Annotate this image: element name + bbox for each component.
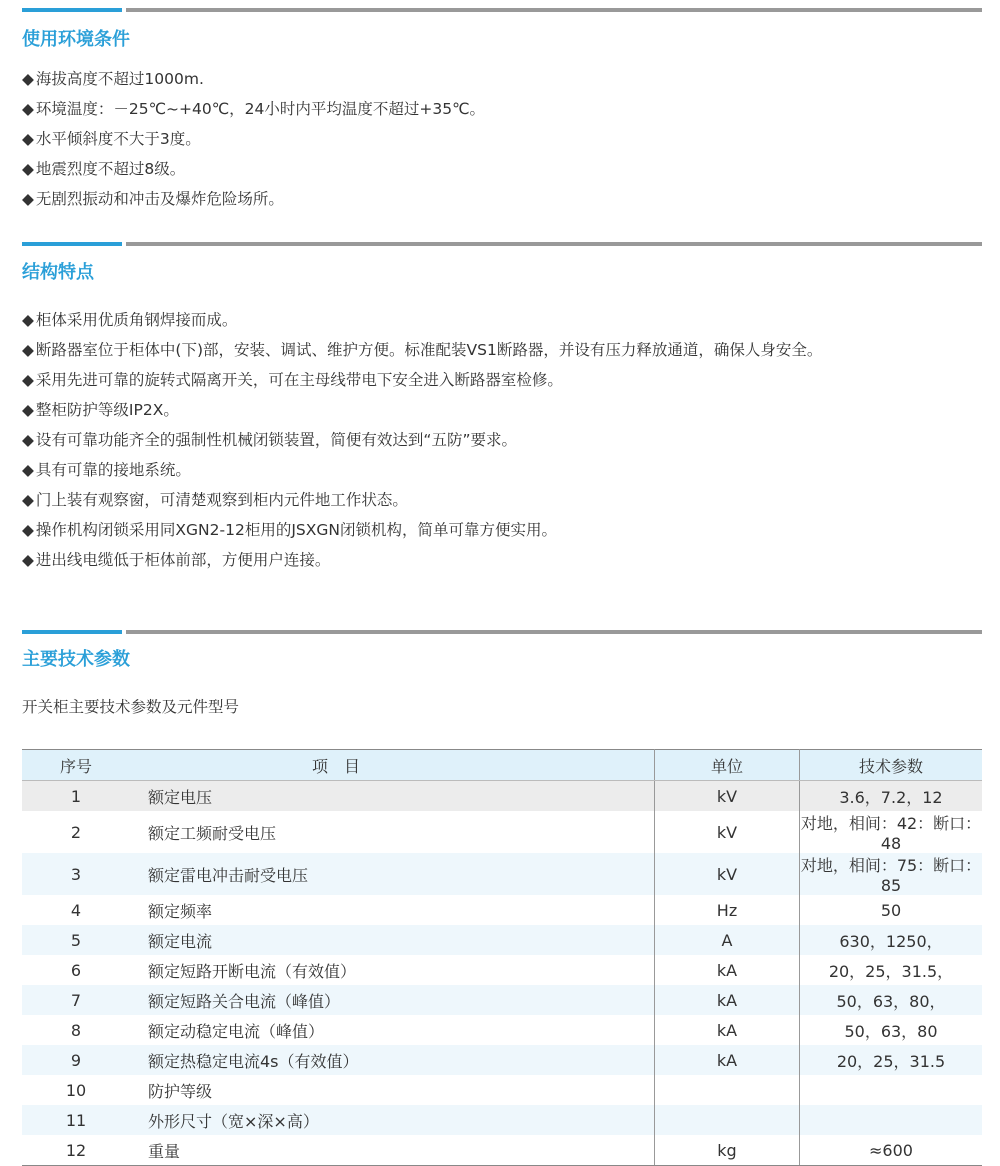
section-rule <box>126 8 982 12</box>
cell-item: 外形尺寸（宽×深×高） <box>130 1105 655 1135</box>
list-item: ◆ 柜体采用优质角钢焊接而成。 <box>22 311 238 329</box>
section-title-environment: 使用环境条件 <box>22 29 130 50</box>
cell-unit: kV <box>655 853 800 895</box>
table-row <box>22 1045 982 1075</box>
section-rule <box>126 630 982 634</box>
table-row <box>22 853 982 895</box>
cell-item: 额定动稳定电流（峰值） <box>148 1021 325 1041</box>
list-item: ◆ 断路器室位于柜体中(下)部，安装、调试、维护方便。标准配装VS1断路器，并设有压力释放通道，确保人身安全。 <box>22 341 823 359</box>
cell-item: 额定电流 <box>130 925 655 955</box>
cell-item: 额定电压 <box>130 781 655 812</box>
section-rule-accent <box>22 242 122 246</box>
cell-unit: kA <box>655 985 800 1015</box>
cell-unit <box>655 1105 800 1135</box>
list-item: ◆ 地震烈度不超过8级。 <box>22 160 186 178</box>
cell-value: 3.6，7.2，12 <box>800 781 983 812</box>
list-item: ◆ 环境温度：－25℃~+40℃，24小时内平均温度不超过+35℃。 <box>22 100 485 118</box>
cell-item: 防护等级 <box>148 1081 213 1101</box>
cell-no: 1 <box>22 781 130 812</box>
header-unit: 单位 <box>655 750 800 781</box>
table-row <box>22 925 982 955</box>
list-item: ◆ 进出线电缆低于柜体前部，方便用户连接。 <box>22 551 331 569</box>
cell-item: 额定热稳定电流4s（有效值） <box>130 1045 655 1075</box>
cell-unit: kg <box>655 1135 800 1166</box>
list-item: ◆ 水平倾斜度不大于3度。 <box>22 130 201 148</box>
table-row <box>22 1135 982 1166</box>
cell-value: 对地，相间：42：断口：48 <box>800 811 983 853</box>
cell-unit: Hz <box>655 895 800 925</box>
environment-list <box>22 64 485 214</box>
cell-value: 50，63，80 <box>800 1015 983 1045</box>
cell-unit: kV <box>655 811 800 853</box>
diamond-bullet-icon: ◆ <box>22 431 34 449</box>
diamond-bullet-icon: ◆ <box>22 521 34 539</box>
cell-item: 额定短路关合电流（峰值） <box>130 985 655 1015</box>
diamond-bullet-icon: ◆ <box>22 341 34 359</box>
list-item: ◆ 设有可靠功能齐全的强制性机械闭锁装置，简便有效达到“五防”要求。 <box>22 431 517 449</box>
spec-table <box>22 749 982 1166</box>
table-header-row <box>22 750 982 781</box>
table-row <box>22 1075 982 1105</box>
diamond-bullet-icon: ◆ <box>22 311 34 329</box>
diamond-bullet-icon: ◆ <box>22 70 34 88</box>
section-rule-accent <box>22 8 122 12</box>
cell-no: 7 <box>22 985 130 1015</box>
diamond-bullet-icon: ◆ <box>22 551 34 569</box>
diamond-bullet-icon: ◆ <box>22 190 34 208</box>
cell-no: 9 <box>22 1045 130 1075</box>
table-row <box>22 985 982 1015</box>
structure-list <box>22 305 822 575</box>
diamond-bullet-icon: ◆ <box>22 100 34 118</box>
cell-unit: A <box>655 925 800 955</box>
section-title-structure: 结构特点 <box>22 262 94 283</box>
cell-value: 50，63，80， <box>800 985 983 1015</box>
list-item: ◆ 海拔高度不超过1000m. <box>22 70 204 88</box>
cell-no: 2 <box>70 822 82 842</box>
cell-value: 50 <box>800 895 983 925</box>
cell-value: 20，25，31.5 <box>800 1045 983 1075</box>
cell-no: 3 <box>22 853 130 895</box>
cell-no: 8 <box>70 1020 82 1040</box>
list-item: ◆ 采用先进可靠的旋转式隔离开关，可在主母线带电下安全进入断路器室检修。 <box>22 371 563 389</box>
list-item: ◆ 具有可靠的接地系统。 <box>22 461 191 479</box>
cell-unit: kA <box>655 1045 800 1075</box>
cell-no: 10 <box>65 1080 87 1100</box>
list-item: ◆ 门上装有观察窗，可清楚观察到柜内元件地工作状态。 <box>22 491 408 509</box>
table-caption: 开关柜主要技术参数及元件型号 <box>22 698 240 716</box>
table-row <box>22 781 982 812</box>
diamond-bullet-icon: ◆ <box>22 461 34 479</box>
table-row <box>22 955 982 985</box>
cell-value: 20，25，31.5， <box>800 955 983 985</box>
cell-unit: kA <box>655 1015 800 1045</box>
list-item: ◆ 整柜防护等级IP2X。 <box>22 401 179 419</box>
cell-item: 额定短路开断电流（有效值） <box>148 961 357 981</box>
cell-unit <box>655 1075 800 1105</box>
cell-unit: kV <box>655 781 800 812</box>
diamond-bullet-icon: ◆ <box>22 160 34 178</box>
cell-item: 额定雷电冲击耐受电压 <box>130 853 655 895</box>
diamond-bullet-icon: ◆ <box>22 130 34 148</box>
cell-no: 5 <box>22 925 130 955</box>
table-row <box>22 1015 982 1045</box>
cell-item: 额定频率 <box>148 901 213 921</box>
section-title-parameters: 主要技术参数 <box>22 649 130 670</box>
cell-no: 12 <box>22 1135 130 1166</box>
section-rule <box>126 242 982 246</box>
section-rule-accent <box>22 630 122 634</box>
cell-no: 6 <box>70 960 82 980</box>
table-row <box>22 1105 982 1135</box>
diamond-bullet-icon: ◆ <box>22 491 34 509</box>
cell-unit: kA <box>655 955 800 985</box>
list-item: ◆ 无剧烈振动和冲击及爆炸危险场所。 <box>22 190 284 208</box>
list-item: ◆ 操作机构闭锁采用同XGN2-12柜用的JSXGN闭锁机构，简单可靠方便实用。 <box>22 521 557 539</box>
table-row <box>22 895 982 925</box>
cell-value <box>800 1075 983 1105</box>
cell-no: 4 <box>70 900 82 920</box>
cell-item: 额定工频耐受电压 <box>148 823 277 843</box>
cell-value: 630，1250， <box>800 925 983 955</box>
diamond-bullet-icon: ◆ <box>22 401 34 419</box>
diamond-bullet-icon: ◆ <box>22 371 34 389</box>
header-item: 项 目 <box>130 750 655 781</box>
cell-value: ≈600 <box>800 1135 983 1166</box>
cell-no: 11 <box>22 1105 130 1135</box>
cell-value: 对地，相间：75：断口：85 <box>800 853 983 895</box>
header-no: 序号 <box>22 750 130 781</box>
header-value: 技术参数 <box>800 750 983 781</box>
table-row <box>22 811 982 853</box>
cell-item: 重量 <box>130 1135 655 1166</box>
cell-value <box>800 1105 983 1135</box>
